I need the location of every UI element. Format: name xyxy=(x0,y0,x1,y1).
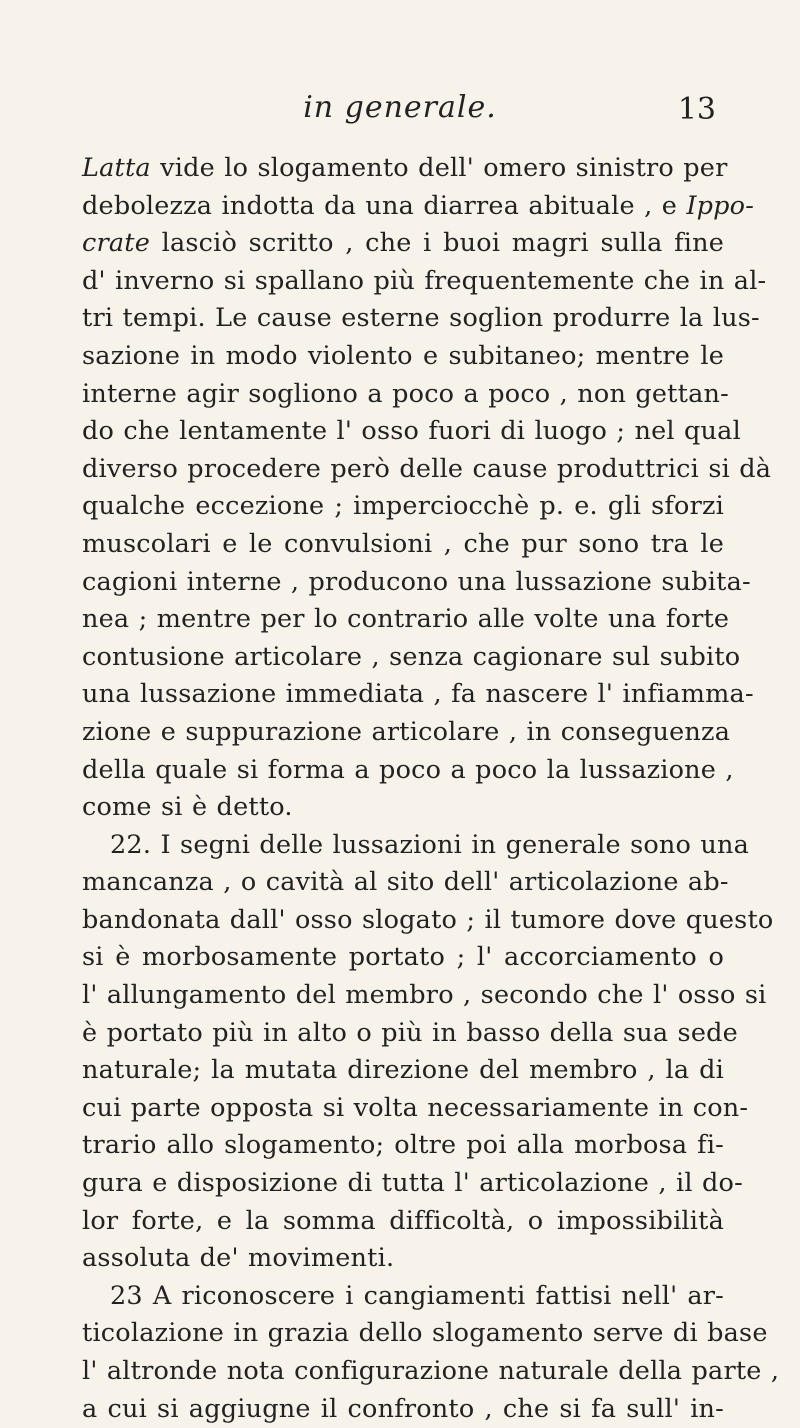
text-line: trario allo slogamento; oltre poi alla morbosa fi- xyxy=(82,1130,724,1161)
text-line: l' allungamento del membro , secondo che l' osso si xyxy=(82,980,767,1011)
text-line: cagioni interne , producono una lussazione subita- xyxy=(82,566,751,597)
author-name-ippocrate: Ippo- xyxy=(686,190,755,221)
text-line: l' altronde nota configurazione naturale della parte , xyxy=(82,1356,780,1386)
text-line: Latta vide lo slogamento dell' omero sinistro per xyxy=(82,153,728,183)
text-line: è portato più in alto o più in basso della sua sede xyxy=(82,1017,738,1048)
text-line: cui parte opposta si volta necessariamente in con- xyxy=(82,1092,749,1123)
text-line: della quale si forma a poco a poco la lussazione , xyxy=(82,754,734,785)
text-line: diverso procedere però delle cause produttrici si dà xyxy=(82,453,772,484)
author-name-ippocrate-cont: crate xyxy=(82,228,151,259)
text-line: lor forte, e la somma difficoltà, o impossibilità xyxy=(82,1205,724,1236)
text-line: a cui si aggiugne il confronto , che si fa sull' in- xyxy=(82,1393,724,1424)
running-head xyxy=(0,90,800,130)
text-line: muscolari e le convulsioni , che pur sono tra le xyxy=(82,528,724,559)
text-line: assoluta de' movimenti. xyxy=(82,1243,395,1274)
paragraph-22-start: 22. I segni delle lussazioni in generale sono una xyxy=(110,829,750,860)
text-line: nea ; mentre per lo contrario alle volte una forte xyxy=(82,604,730,635)
text-line: d' inverno si spallano più frequentemente che in al- xyxy=(82,265,767,296)
text-line: si è morbosamente portato ; l' accorciamento o xyxy=(82,942,724,973)
text-line: sazione in modo violento e subitaneo; mentre le xyxy=(82,340,724,371)
running-title: in generale. xyxy=(303,90,497,125)
text-line: crate lasciò scritto , che i buoi magri sulla fine xyxy=(82,228,724,259)
text-line: come si è detto. xyxy=(82,792,293,823)
body-text xyxy=(82,150,780,1428)
text-line: ticolazione in grazia dello slogamento serve di base xyxy=(82,1318,768,1349)
text-line: naturale; la mutata direzione del membro , la di xyxy=(82,1055,724,1086)
text-line: gura e disposizione di tutta l' articolazione , il do- xyxy=(82,1168,743,1199)
text-line: mancanza , o cavità al sito dell' articolazione ab- xyxy=(82,867,729,898)
text-line: tri tempi. Le cause esterne soglion produrre la lus- xyxy=(82,303,760,334)
author-name-latta: Latta xyxy=(82,153,151,183)
page-number: 13 xyxy=(677,92,716,127)
text-line: zione e suppurazione articolare , in conseguenza xyxy=(82,716,731,747)
text-line: una lussazione immediata , fa nascere l' infiamma- xyxy=(82,679,754,710)
text-line: interne agir sogliono a poco a poco , non gettan- xyxy=(82,378,729,409)
text-line: qualche eccezione ; imperciocchè p. e. gli sforzi xyxy=(82,491,724,522)
text-line: do che lentamente l' osso fuori di luogo ; nel qual xyxy=(82,416,741,447)
paragraph-23-start: 23 A riconoscere i cangiamenti fattisi nell' ar- xyxy=(110,1280,724,1311)
text-line: contusione articolare , senza cagionare sul subito xyxy=(82,641,741,672)
text-line: debolezza indotta da una diarrea abituale , e Ippo- xyxy=(82,190,755,221)
text-line: bandonata dall' osso slogato ; il tumore dove questo xyxy=(82,904,774,935)
